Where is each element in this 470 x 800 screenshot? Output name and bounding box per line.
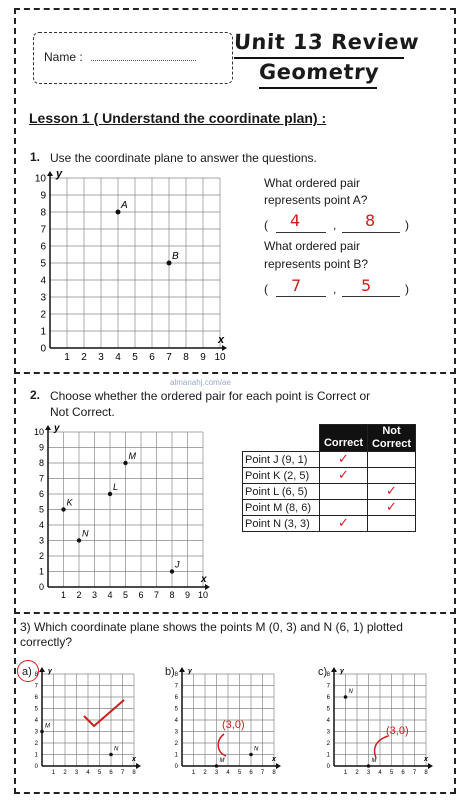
correctness-table xyxy=(242,424,416,532)
table-row xyxy=(243,452,416,468)
title-line-2: Geometry xyxy=(258,60,380,84)
x-tick-label: 6 xyxy=(149,352,155,363)
point-label: M xyxy=(371,758,377,764)
x-tick-label: 7 xyxy=(153,590,160,600)
open-paren: ( xyxy=(264,218,268,232)
point-label: L xyxy=(113,482,119,492)
y-tick-label: 4 xyxy=(174,718,178,724)
correct-cell[interactable] xyxy=(320,484,368,500)
annotation-arrow xyxy=(218,734,226,756)
y-axis-label: y xyxy=(188,668,192,675)
y-tick-label: 6 xyxy=(174,695,178,701)
y-tick-label: 10 xyxy=(34,173,46,185)
answer-line xyxy=(342,296,400,297)
y-axis-label: y xyxy=(340,668,344,675)
question-text-line-1: Choose whether the ordered pair for each point is Correct or xyxy=(50,389,371,403)
point-m xyxy=(367,764,371,768)
x-tick-label: 7 xyxy=(260,770,265,774)
y-tick-label: 0 xyxy=(38,582,44,592)
x-tick-label: 5 xyxy=(97,770,102,774)
x-axis-label: x xyxy=(272,756,276,763)
option-a-label[interactable]: a) xyxy=(22,666,32,678)
x-tick-label: 4 xyxy=(86,770,90,774)
x-tick-label: 4 xyxy=(107,590,113,600)
x-tick-label: 5 xyxy=(122,590,129,600)
comma: , xyxy=(333,282,337,296)
point-m xyxy=(215,764,219,768)
x-tick-label: 4 xyxy=(226,770,230,774)
y-axis-arrow xyxy=(179,667,185,672)
x-tick-label: 3 xyxy=(214,770,219,774)
table-header-row xyxy=(243,425,416,452)
x-tick-label: 3 xyxy=(74,770,79,774)
title-underline xyxy=(234,57,404,59)
x-tick-label: 1 xyxy=(191,770,196,774)
x-tick-label: 1 xyxy=(51,770,56,774)
point-k xyxy=(61,507,65,511)
point-cell: Point J (9, 1) xyxy=(243,452,320,468)
y-tick-label: 7 xyxy=(174,683,178,690)
x-tick-label: 5 xyxy=(389,770,394,774)
correct-cell[interactable]: ✓ xyxy=(320,516,368,532)
close-paren: ) xyxy=(405,282,409,296)
not-correct-cell[interactable]: ✓ xyxy=(368,484,416,500)
x-tick-label: 2 xyxy=(203,770,207,774)
y-tick-label: 2 xyxy=(174,741,178,747)
handwritten-checkmark xyxy=(80,696,128,732)
header-correct: Correct xyxy=(320,425,368,452)
table-row xyxy=(243,484,416,500)
point-a xyxy=(116,210,121,215)
y-tick-label: 5 xyxy=(174,706,178,713)
y-tick-label: 7 xyxy=(40,224,46,236)
x-axis-label: x xyxy=(132,756,136,763)
point-n xyxy=(344,695,348,699)
answer-line xyxy=(276,296,326,297)
point-cell: Point N (3, 3) xyxy=(243,516,320,532)
point-m xyxy=(40,730,44,734)
y-axis-arrow xyxy=(47,171,53,176)
question-3-text: 3) Which coordinate plane shows the points M (0, 3) and N (6, 1) plotted correctly? xyxy=(20,620,403,649)
name-field[interactable] xyxy=(91,60,196,61)
y-tick-label: 6 xyxy=(34,695,38,701)
answer-b-y[interactable]: 5 xyxy=(361,276,372,295)
y-tick-label: 1 xyxy=(38,566,44,577)
x-tick-label: 8 xyxy=(424,770,428,774)
table-row xyxy=(243,500,416,516)
x-axis-label: x xyxy=(201,574,207,585)
y-tick-label: 8 xyxy=(326,672,330,678)
x-tick-label: 5 xyxy=(237,770,242,774)
x-tick-label: 6 xyxy=(138,590,144,600)
y-tick-label: 8 xyxy=(34,672,38,678)
x-tick-label: 2 xyxy=(81,352,87,363)
watermark: almanahj.com/ae xyxy=(170,378,231,387)
answer-line xyxy=(276,232,326,233)
x-tick-label: 3 xyxy=(98,352,104,363)
x-axis-label: x xyxy=(424,756,428,763)
y-tick-label: 4 xyxy=(40,275,46,287)
y-tick-label: 4 xyxy=(326,718,330,724)
y-tick-label: 6 xyxy=(326,695,330,701)
x-tick-label: 1 xyxy=(343,770,348,774)
point-cell: Point K (2, 5) xyxy=(243,468,320,484)
y-axis-label: y xyxy=(54,423,60,434)
x-tick-label: 6 xyxy=(249,770,253,774)
annotation-text: (3,0) xyxy=(386,725,409,737)
point-n xyxy=(109,753,113,757)
x-tick-label: 4 xyxy=(378,770,382,774)
y-tick-label: 3 xyxy=(38,535,44,546)
x-tick-label: 5 xyxy=(132,352,138,363)
point-label: B xyxy=(172,251,179,262)
point-label: J xyxy=(175,559,180,570)
lesson-title: Lesson 1 ( Understand the coordinate plan) : xyxy=(29,110,327,126)
header-not-correct: Not Correct xyxy=(368,425,416,452)
y-tick-label: 0 xyxy=(174,764,178,770)
answer-line xyxy=(342,232,400,233)
x-tick-label: 9 xyxy=(184,590,191,600)
y-axis-arrow xyxy=(331,667,337,672)
y-tick-label: 2 xyxy=(34,741,38,747)
y-tick-label: 5 xyxy=(38,504,44,515)
point-label: N xyxy=(114,746,119,753)
y-tick-label: 1 xyxy=(174,752,178,759)
q1-coordinate-plane xyxy=(30,168,255,368)
y-tick-label: 5 xyxy=(34,706,38,713)
y-tick-label: 7 xyxy=(34,683,38,690)
x-axis-arrow xyxy=(276,763,281,769)
answer-b-x[interactable]: 7 xyxy=(291,276,302,295)
x-axis-arrow xyxy=(428,763,433,769)
point-label: M xyxy=(219,758,225,764)
question-number: 2. xyxy=(30,388,41,402)
y-tick-label: 0 xyxy=(40,343,46,355)
table-row xyxy=(243,516,416,532)
open-paren: ( xyxy=(264,282,268,296)
x-tick-label: 1 xyxy=(60,590,67,600)
y-tick-label: 0 xyxy=(326,764,330,770)
y-axis-arrow xyxy=(45,425,51,430)
not-correct-cell[interactable] xyxy=(368,516,416,532)
x-tick-label: 4 xyxy=(115,352,121,363)
y-tick-label: 0 xyxy=(34,764,38,770)
y-tick-label: 3 xyxy=(40,292,46,304)
correct-cell[interactable]: ✓ xyxy=(320,452,368,468)
section-divider xyxy=(14,372,456,374)
y-tick-label: 5 xyxy=(40,258,46,270)
option-b-label[interactable]: b) xyxy=(165,666,175,678)
option-c-label[interactable]: c) xyxy=(318,666,328,678)
answer-a-y[interactable]: 8 xyxy=(365,211,376,230)
point-label: N xyxy=(254,746,259,753)
point-cell: Point M (8, 6) xyxy=(243,500,320,516)
point-label: A xyxy=(121,200,128,211)
prompt-b-line-2: represents point B? xyxy=(264,257,369,271)
x-tick-label: 8 xyxy=(132,770,136,774)
y-tick-label: 6 xyxy=(40,241,46,253)
comma: , xyxy=(333,218,337,232)
point-j xyxy=(170,569,174,573)
x-tick-label: 8 xyxy=(272,770,276,774)
point-label: N xyxy=(82,528,89,539)
q2-coordinate-plane xyxy=(30,422,235,602)
question-text-line-2: Not Correct. xyxy=(50,405,115,419)
point-label: N xyxy=(348,689,353,695)
y-axis-arrow xyxy=(39,667,45,672)
answer-a-x[interactable]: 4 xyxy=(290,211,301,230)
y-tick-label: 5 xyxy=(326,706,330,713)
x-tick-label: 8 xyxy=(183,352,189,363)
y-tick-label: 9 xyxy=(38,442,44,453)
x-tick-label: 2 xyxy=(355,770,359,774)
y-tick-label: 3 xyxy=(326,729,330,736)
correct-cell[interactable]: ✓ xyxy=(320,468,368,484)
question-number: 1. xyxy=(30,150,41,164)
x-tick-label: 7 xyxy=(166,352,172,363)
y-tick-label: 3 xyxy=(174,729,178,736)
header-blank xyxy=(243,425,320,452)
point-b xyxy=(167,261,172,266)
not-correct-cell[interactable] xyxy=(368,468,416,484)
prompt-a-line-2: represents point A? xyxy=(264,193,368,207)
table-row xyxy=(243,468,416,484)
not-correct-cell[interactable] xyxy=(368,452,416,468)
point-cell: Point L (6, 5) xyxy=(243,484,320,500)
y-tick-label: 10 xyxy=(33,427,44,437)
x-tick-label: 8 xyxy=(169,590,175,600)
point-label: M xyxy=(128,451,136,461)
y-tick-label: 1 xyxy=(326,752,330,759)
y-axis-label: y xyxy=(48,668,52,675)
annotation-c xyxy=(368,716,430,762)
y-tick-label: 2 xyxy=(38,551,44,561)
point-n xyxy=(77,538,81,542)
point-l xyxy=(108,492,112,496)
x-tick-label: 7 xyxy=(120,770,125,774)
correct-cell[interactable] xyxy=(320,500,368,516)
y-tick-label: 9 xyxy=(40,190,46,202)
y-tick-label: 2 xyxy=(40,309,46,321)
name-label: Name : xyxy=(44,50,83,64)
x-tick-label: 10 xyxy=(197,590,209,600)
y-tick-label: 2 xyxy=(326,741,330,747)
x-tick-label: 2 xyxy=(63,770,67,774)
x-tick-label: 2 xyxy=(76,590,82,600)
y-tick-label: 7 xyxy=(326,683,330,690)
not-correct-cell[interactable]: ✓ xyxy=(368,500,416,516)
y-tick-label: 3 xyxy=(34,729,38,736)
y-tick-label: 1 xyxy=(40,326,46,338)
prompt-a-line-1: What ordered pair xyxy=(264,176,361,190)
y-axis-label: y xyxy=(56,168,63,180)
x-tick-label: 9 xyxy=(200,352,206,363)
title-line-1: Unit 13 Review xyxy=(233,30,420,54)
close-paren: ) xyxy=(405,218,409,232)
y-tick-label: 7 xyxy=(38,473,44,484)
x-tick-label: 6 xyxy=(109,770,113,774)
annotation-b xyxy=(208,712,264,762)
x-tick-label: 7 xyxy=(412,770,417,774)
checkmark-stroke xyxy=(84,700,124,726)
y-tick-label: 4 xyxy=(38,520,44,530)
point-label: K xyxy=(66,497,73,508)
point-m xyxy=(123,461,127,465)
x-tick-label: 3 xyxy=(91,590,98,600)
x-tick-label: 6 xyxy=(401,770,405,774)
y-tick-label: 8 xyxy=(38,458,44,468)
x-axis-label: x xyxy=(218,334,225,346)
y-tick-label: 8 xyxy=(174,672,178,678)
y-tick-label: 4 xyxy=(34,718,38,724)
prompt-b-line-1: What ordered pair xyxy=(264,239,361,253)
annotation-arrow xyxy=(375,736,389,758)
annotation-text: (3,0) xyxy=(222,719,245,731)
y-tick-label: 6 xyxy=(38,489,44,499)
question-text: Use the coordinate plane to answer the questions. xyxy=(50,151,317,165)
x-axis-arrow xyxy=(136,763,141,769)
x-tick-label: 10 xyxy=(214,352,226,363)
y-tick-label: 8 xyxy=(40,207,46,219)
title-underline xyxy=(259,87,377,89)
x-tick-label: 1 xyxy=(64,352,70,363)
point-label: M xyxy=(45,723,50,730)
y-tick-label: 1 xyxy=(34,752,38,759)
x-tick-label: 3 xyxy=(366,770,371,774)
section-divider xyxy=(14,612,456,614)
